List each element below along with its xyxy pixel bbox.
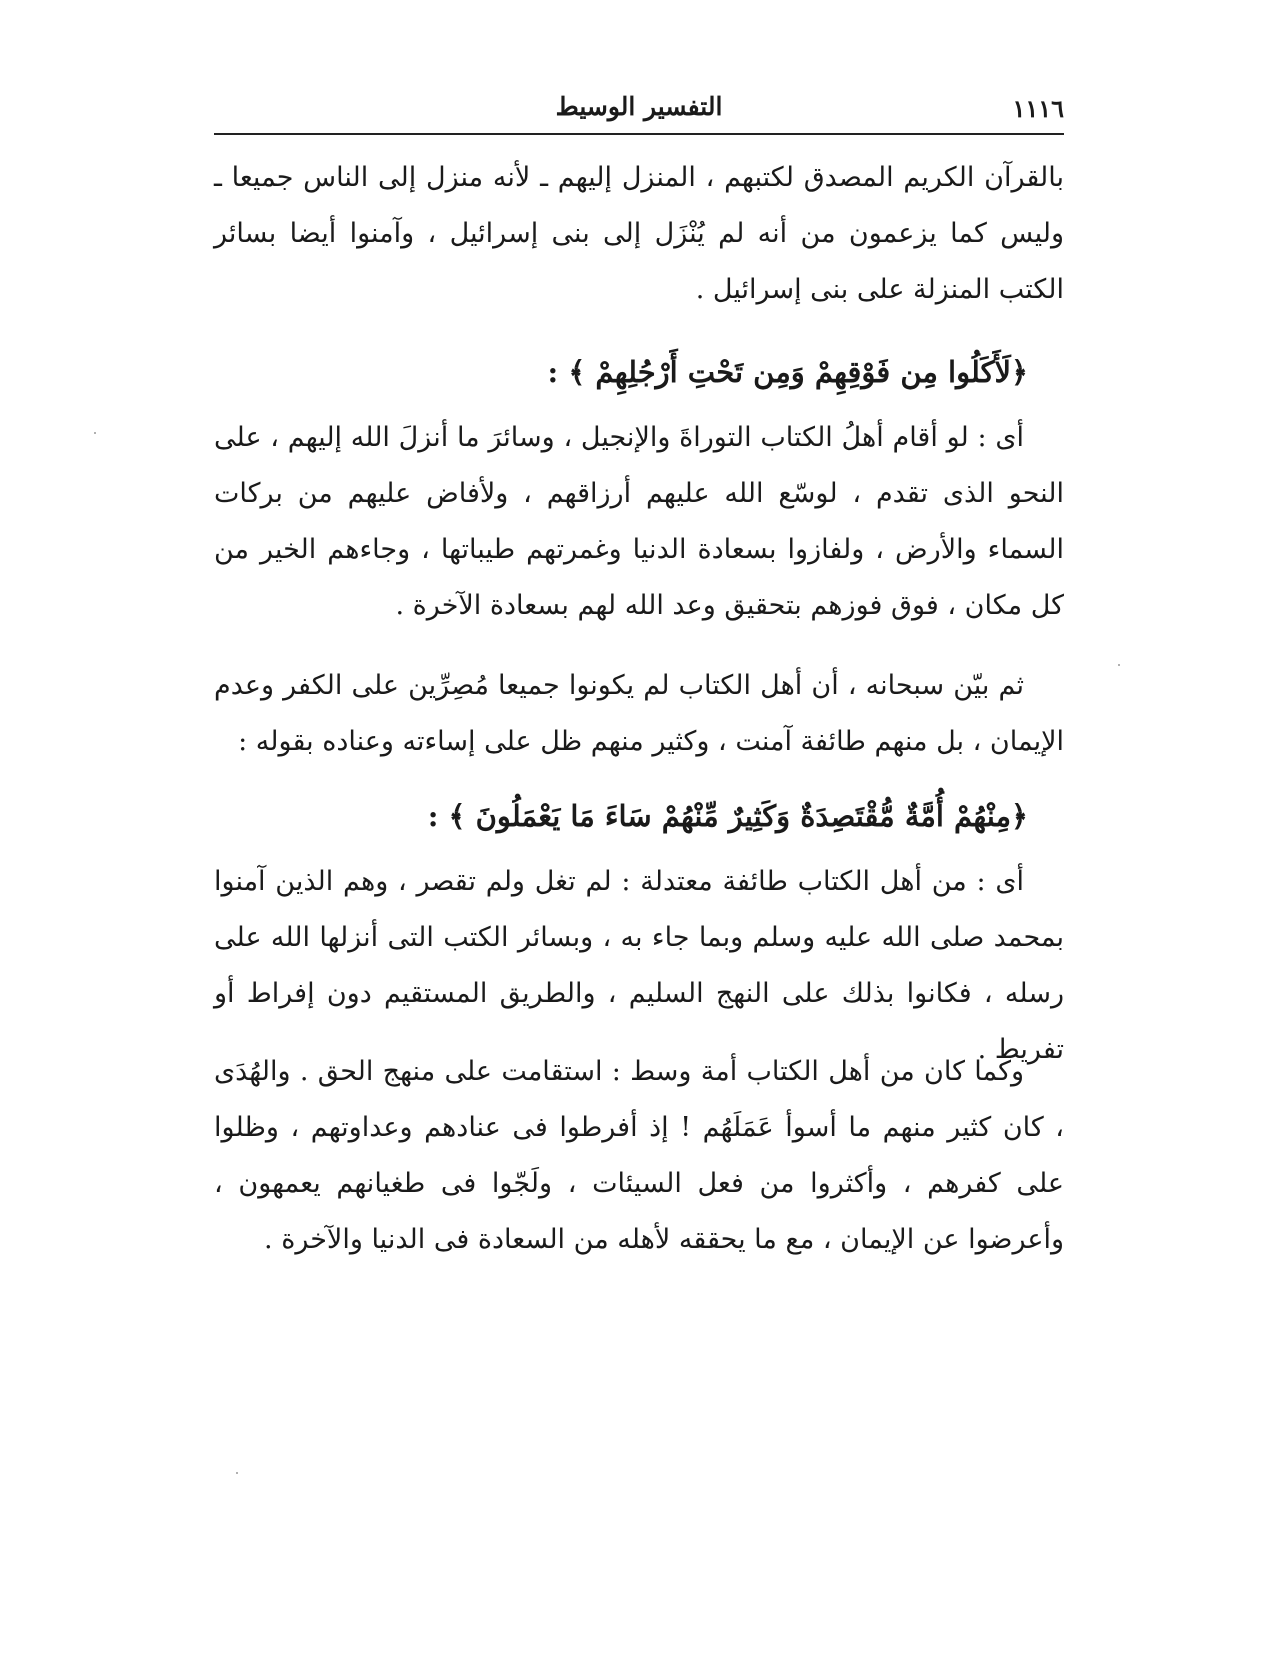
running-title: التفسير الوسيط [555, 92, 723, 121]
header-rule [214, 133, 1064, 135]
page-header [214, 92, 1064, 130]
paragraph-4: أى : من أهل الكتاب طائفة معتدلة : لم تغل ولم تقصر ، وهم الذين آمنوا بمحمد صلى الله عليه وسلم وبما جاء به ، وبسائر الكتب التى أنزلها الله على رسله ، فكانوا بذلك على النهج السليم ، والطريق المستقيم دون إفراط أو تفريط . [214, 866, 1064, 1065]
quran-verse-2: ﴿مِنْهُمْ أُمَّةٌ مُّقْتَصِدَةٌ وَكَثِيرٌ مِّنْهُمْ سَاءَ مَا يَعْمَلُونَ ﴾ : [427, 799, 1028, 833]
paragraph-1: بالقرآن الكريم المصدق لكتبهم ، المنزل إليهم ـ لأنه منزل إلى الناس جميعا ـ وليس كما يزعمون من أنه لم يُنْزَل إلى بنى إسرائيل ، وآمنوا أيضا بسائر الكتب المنزلة على بنى إسرائيل . [214, 162, 1064, 305]
quran-verse-1: ﴿لَأَكَلُوا مِن فَوْقِهِمْ وَمِن تَحْتِ أَرْجُلِهِمْ ﴾ : [547, 355, 1028, 389]
page-number: ١١١٦ [1012, 94, 1064, 123]
paragraph-2: أى : لو أقام أهلُ الكتاب التوراةَ والإنجيل ، وسائرَ ما أنزلَ الله إليهم ، على النحو الذى تقدم ، لوسّع الله عليهم أرزاقهم ، ولأفاض عليهم من بركات السماء والأرض ، ولفازوا بسعادة الدنيا وغمرتهم طيباتها ، وجاءهم الخير من كل مكان ، فوق فوزهم بتحقيق وعد الله لهم بسعادة الآخرة . [214, 422, 1064, 621]
scan-speck [1118, 664, 1120, 666]
paragraph-3: ثم بيّن سبحانه ، أن أهل الكتاب لم يكونوا جميعا مُصِرِّين على الكفر وعدم الإيمان ، بل منهم طائفة آمنت ، وكثير منهم ظل على إساءته وعناده بقوله : [214, 670, 1064, 757]
scan-speck [94, 432, 96, 434]
paragraph-5: وكما كان من أهل الكتاب أمة وسط : استقامت على منهج الحق . والهُدَى ، كان كثير منهم ما أسوأ عَمَلَهُم ! إذ أفرطوا فى عنادهم وعداوتهم ، وظلوا على كفرهم ، وأكثروا من فعل السيئات ، ولَجّوا فى طغيانهم يعمهون ، وأعرضوا عن الإيمان ، مع ما يحققه لأهله من السعادة فى الدنيا والآخرة . [214, 1056, 1064, 1255]
scan-speck [236, 1472, 238, 1474]
